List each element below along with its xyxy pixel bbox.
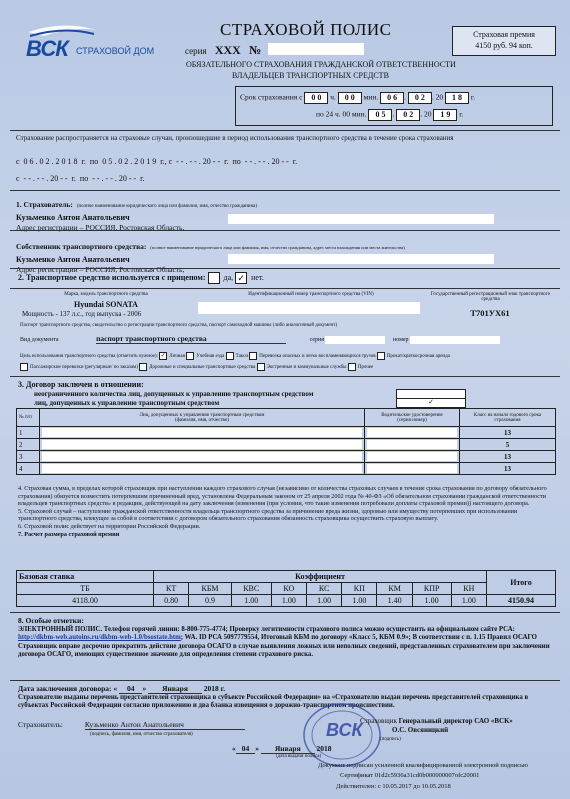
- contract-check-mark: ✓: [428, 399, 434, 406]
- driver-class: 13: [460, 451, 556, 463]
- premium-label: Страховая премия: [473, 30, 535, 39]
- term-end-year-prefix: 20: [423, 109, 432, 119]
- divider: [10, 130, 560, 131]
- insurer-sign-hint: (подпись): [380, 737, 401, 742]
- driver-num: 1: [17, 427, 40, 439]
- doc-series-label: серия: [309, 337, 324, 343]
- drivers-col-no: № п/п: [17, 409, 40, 427]
- premium-box: [452, 26, 556, 56]
- reg-label: Государственный регистрационный знак транспортного средства: [430, 292, 551, 302]
- premium-calc-table: [16, 570, 556, 607]
- doc-number-field: [410, 336, 500, 344]
- doc-type-value: паспорт транспортного средства: [96, 334, 286, 344]
- contract-date-month: Января: [148, 684, 202, 694]
- issue-date-year: 2018: [316, 744, 332, 753]
- term-hour-label: ч.: [330, 92, 336, 102]
- logo-text: ВСК: [26, 36, 68, 61]
- driver-name: [40, 439, 365, 451]
- term-start-day: 0 6: [380, 92, 404, 104]
- doc-series-field: [325, 336, 385, 344]
- usage-text: Страхование распространяется на страховые случаи, произошедшие в период использования транспортного средства в течение срока страхования: [16, 134, 454, 142]
- calc-v-ks: 1.00: [306, 595, 341, 607]
- calc-h-km: КМ: [377, 583, 412, 595]
- driver-num: 2: [17, 439, 40, 451]
- purpose-checkbox-other[interactable]: [348, 363, 356, 371]
- series-label: серия: [185, 46, 207, 56]
- calc-h-kp: КП: [342, 583, 377, 595]
- term-year-prefix: 20: [435, 92, 444, 102]
- owner-address: Адрес регистрации – РОССИЯ, Ростовская Область,: [16, 265, 185, 274]
- term-end-label: по 24 ч. 00 мин.: [316, 109, 367, 119]
- make-label: Марка, модель транспортного средства: [64, 292, 148, 297]
- page-title: СТРАХОВОЙ ПОЛИС: [220, 20, 392, 39]
- issue-date-month: Января: [261, 744, 315, 754]
- divider: [10, 612, 560, 613]
- drivers-col-class: Класс на начало годового срока страхования: [460, 409, 556, 427]
- divider: [10, 268, 560, 269]
- drivers-header-row: [17, 409, 556, 427]
- insurer-address: Адрес регистрации – РОССИЯ, Ростовская Область,: [16, 223, 185, 232]
- trailer-yes-label: да,: [223, 272, 234, 282]
- calc-v-tb: 4118.00: [17, 595, 154, 607]
- insured-sign-row: [18, 720, 245, 730]
- purpose-opt-dangerous: Перевозка опасных и легко воспламеняющихся грузов: [259, 354, 376, 359]
- purpose-checkbox-rental[interactable]: [377, 352, 385, 360]
- calc-base-label: Базовая ставка: [17, 571, 154, 583]
- vehicle-make: Hyundai SONATA: [74, 300, 138, 309]
- notes-text: [18, 626, 552, 660]
- premium-value: 4150 руб. 94 коп.: [475, 41, 533, 50]
- issue-date-hint: (дата выдачи полиса): [276, 754, 322, 759]
- drivers-col-license: [365, 409, 460, 427]
- policy-number-field: [268, 43, 364, 55]
- term-min-label: мин.: [363, 92, 379, 102]
- term-year-suffix: г.: [470, 92, 476, 102]
- divider: [10, 230, 560, 231]
- purpose-opt-training: Учебная езда: [196, 354, 225, 359]
- owner-address-field: [228, 254, 494, 264]
- vin-field: [198, 302, 420, 314]
- owner-label: Собственник транспортного средства:: [16, 242, 147, 251]
- divider: [10, 376, 560, 377]
- calc-total-label: Итого: [487, 571, 556, 595]
- term-clause-4: 4. Страховая сумма, в пределах которой страховщик при наступлении каждого страхового случая (независимо от количества страховых случаев в течение срока страхования по договору обязательного страхования) обязуется возместить потерпевшим причиненный вред, установлена Федеральным законом от 25 апреля 2002 года № 40-ФЗ «Об обязательном страховании гражданской ответственности владельцев транспортных средств» в редакции, действующей на дату заключения (изменения (при условии, что такие изменения потребовали доплаты страховой премии)) настоящего договора.: [18, 485, 547, 508]
- term-start-row: Срок страхования с 0 0 ч. 0 0 мин. 0 6 . 0 2 . 20 1 8 г.: [240, 92, 476, 102]
- notes-text-1: ЭЛЕКТРОННЫЙ ПОЛИС. Телефон горячей линии: 8-800-775-4774; Проверку легитимности страхового полиса можно осуществить на официальном сайте РСА:: [18, 626, 515, 633]
- calc-value-row: [17, 595, 556, 607]
- contract-date-day: 04: [119, 684, 143, 694]
- doc-type-label: Вид документа: [20, 337, 59, 343]
- divider: [10, 190, 560, 191]
- drivers-col-license-text: Водительское удостоверение: [381, 412, 443, 418]
- term-end-row: по 24 ч. 00 мин. 0 5 . 0 2 . 20 1 9 г.: [316, 109, 464, 119]
- insurer-sign-block: [360, 717, 513, 744]
- calc-h-kvs: КВС: [231, 583, 271, 595]
- calc-coef-header-row: [17, 583, 556, 595]
- insurer-address-field: [228, 214, 494, 224]
- calc-v-kvs: 1.00: [231, 595, 271, 607]
- drivers-col-name-text: Лиц, допущенных к управлению транспортным средством: [139, 412, 265, 418]
- contract-date-label: Дата заключения договора: «: [18, 684, 118, 693]
- insurer-label: 1. Страхователь:: [16, 200, 73, 209]
- table-row: [17, 451, 556, 463]
- driver-num: 4: [17, 463, 40, 475]
- purpose-opt-passenger: Пассажирские перевозки (регулярные/ по заказам): [30, 365, 138, 370]
- driver-num: 3: [17, 451, 40, 463]
- trailer-yes-checkbox[interactable]: [208, 272, 220, 284]
- purpose-checkbox-dangerous[interactable]: [249, 352, 257, 360]
- drivers-col-name: [40, 409, 365, 427]
- drivers-col-name-hint: (фамилия, имя, отчество): [175, 417, 229, 423]
- divider: [10, 288, 560, 289]
- doc-row: [20, 334, 500, 344]
- number-label: №: [249, 43, 262, 57]
- term-start-month: 0 2: [408, 92, 432, 104]
- table-row: [17, 439, 556, 451]
- insurer-name: Кузьменко Антон Анатольевич: [16, 213, 130, 222]
- footer-paragraph: Страхователю выданы перечень представителей страховщика в субъекте Российской Федерации» на «Страхователю выдан перечень представителей страховщика в субъектах Российской Федерации согласно приложению и два бланка извещения о дорожно-транспортном происшествии.: [18, 694, 529, 710]
- contract-date-row: Дата заключения договора: « 04 » Января 2018 г.: [18, 684, 226, 693]
- issue-date-day: 04: [236, 744, 256, 754]
- contract-opt2: лиц, допущенных к управлению транспортным средством: [34, 399, 220, 407]
- doc-label: Паспорт транспортного средства, свидетельство о регистрации транспортного средства, паспорт самоходной машины (либо аналогичный документ): [20, 323, 338, 328]
- reg-number: Т701УХ61: [470, 308, 510, 318]
- calc-coef-label: Коэффициент: [154, 571, 487, 583]
- calc-v-kt: 0.80: [154, 595, 189, 607]
- vin-label: Идентификационный номер транспортного средства (VIN): [248, 292, 374, 297]
- calc-v-ko: 1.00: [271, 595, 306, 607]
- driver-class: 5: [460, 439, 556, 451]
- calc-total: 4150.94: [487, 595, 556, 607]
- calc-v-kn: 1.00: [451, 595, 486, 607]
- calc-h-ks: КС: [306, 583, 341, 595]
- driver-class: 13: [460, 427, 556, 439]
- term-end-day: 0 5: [368, 109, 392, 121]
- esign-note: Документ подписан усиленной квалифицированной электронной подписью: [318, 762, 528, 769]
- driver-license: [365, 439, 460, 451]
- purpose-opt-other: Прочее: [357, 365, 374, 370]
- term-clause-5: 5. Страховой случай – наступление гражданской ответственности владельца транспортного средства за причинение вреда жизни, здоровью или имуществу потерпевших при использовании транспортного средства, влекущее за собой в соответствии с договором обязательного страхования обязанность страховщика осуществить страховую выплату.: [18, 507, 518, 523]
- calc-h-kt: КТ: [154, 583, 189, 595]
- trailer-label: 2. Транспортное средство используется с прицепом:: [18, 272, 206, 282]
- trailer-row: [18, 272, 264, 284]
- insurer-sign-person: О.С. Овсяницкий: [392, 726, 449, 734]
- calc-v-kbm: 0.9: [189, 595, 231, 607]
- terms-block: [18, 485, 554, 538]
- term-start-min: 0 0: [338, 92, 362, 104]
- term-start-year: 1 8: [445, 92, 469, 104]
- notes-link[interactable]: http://dkbm-web.autoins.ru/dkbm-web-1.0/bsostate.htm: [18, 634, 181, 642]
- contract-label: 3. Договор заключен в отношении:: [18, 380, 144, 389]
- insurer-block: [16, 194, 556, 232]
- calc-header-row: [17, 571, 556, 583]
- notes-text-2: ; WA. ID РСА 5097779554, Итоговый КБМ по договору «Класс 5, КБМ 0.9»; В соответствии с п. 1.15 Правил ОСАГО Страховщик вправе досрочно прекратить действие договора ОСАГО в случае выявления ложных или неполных сведений, представленных страхователем при заключении договора ОСАГО, имеющих существенное значение для определения степени страхового риска.: [18, 634, 550, 659]
- contract-opt1: неограниченного количества лиц, допущенных к управлению транспортным средством: [34, 390, 314, 398]
- calc-v-km: 1.40: [377, 595, 412, 607]
- purpose-checkbox-personal[interactable]: ✓: [160, 352, 166, 359]
- contract-date-year: 2018 г.: [203, 684, 226, 693]
- insured-label: Страхователь:: [18, 720, 63, 729]
- calc-v-kpr: 1.00: [412, 595, 451, 607]
- insurer-sign-title: Генеральный директор САО «ВСК»: [398, 717, 513, 725]
- driver-license: [365, 427, 460, 439]
- term-clause-7: 7. Расчет размера страховой премии: [18, 530, 120, 538]
- calc-h-ko: КО: [271, 583, 306, 595]
- purpose-checkbox-passenger[interactable]: [20, 363, 28, 371]
- term-clause-6: 6. Страховой полис действует на территории Российской Федерации.: [18, 522, 201, 530]
- table-row: [17, 427, 556, 439]
- calc-h-kpr: КПР: [412, 583, 451, 595]
- subtitle-line1: ОБЯЗАТЕЛЬНОГО СТРАХОВАНИЯ ГРАЖДАНСКОЙ ОТВЕТСТВЕННОСТИ: [186, 60, 456, 69]
- drivers-col-license-hint: (серия номер): [397, 417, 427, 423]
- purpose-checkbox-taxi[interactable]: [226, 352, 234, 360]
- insured-name: Кузьменко Антон Анатольевич: [85, 720, 245, 730]
- drivers-table: [16, 408, 556, 475]
- driver-license: [365, 463, 460, 475]
- calc-h-kn: КН: [451, 583, 486, 595]
- contract-checkbox-limited[interactable]: [396, 398, 466, 408]
- issue-date-row: « 04 » Января 2018: [232, 744, 332, 753]
- divider: [10, 680, 560, 681]
- purpose-label: Цель использования транспортного средства (отметить нужное):: [20, 354, 158, 359]
- purpose-checkbox-special[interactable]: [139, 363, 147, 371]
- notes-label: 8. Особые отметки:: [18, 616, 84, 625]
- doc-number-label: номер: [392, 337, 409, 343]
- esign-cert: Сертификат 01d2c5936a31cd0b000000007ofc20001: [340, 772, 480, 779]
- usage-period-1: с 0 6 . 0 2 . 2 0 1 8 г. по 0 5 . 0 2 . 2 0 1 9 г., с - - . - - . 20 - - г. по - - . - - . 20 - - г.: [16, 157, 298, 166]
- series-row: [185, 43, 261, 58]
- logo-subtext: СТРАХОВОЙ ДОМ: [76, 46, 155, 56]
- calc-h-tb: ТБ: [17, 583, 154, 595]
- owner-hint: (полное наименование юридического лица или фамилия, имя, отчество гражданина, адрес места нахождения или места жительства): [150, 245, 405, 250]
- trailer-no-label: нет.: [251, 272, 264, 282]
- series-value: XXX: [214, 43, 241, 57]
- driver-name: [40, 463, 365, 475]
- calc-h-kbm: КБМ: [189, 583, 231, 595]
- vsk-logo: [24, 22, 174, 64]
- table-row: [17, 463, 556, 475]
- term-start-hour: 0 0: [304, 92, 328, 104]
- term-end-month: 0 2: [396, 109, 420, 121]
- driver-name: [40, 451, 365, 463]
- driver-license: [365, 451, 460, 463]
- usage-period-2: с - - . - - . 20 - - г. по - - . - - . 20 - - г.: [16, 174, 145, 183]
- vehicle-power: Мощность - 137 л.с., год выпуска - 2006: [22, 310, 142, 318]
- subtitle-line2: ВЛАДЕЛЬЦЕВ ТРАНСПОРТНЫХ СРЕДСТВ: [232, 71, 389, 80]
- term-end-year: 1 9: [433, 109, 457, 121]
- purpose-opt-special: Дорожные и специальные транспортные средства: [149, 365, 256, 370]
- purpose-checkbox-training[interactable]: [186, 352, 194, 360]
- driver-name: [40, 427, 365, 439]
- purpose-opt-taxi: Такси: [235, 354, 249, 359]
- driver-class: 13: [460, 463, 556, 475]
- stamp-text: ВСК: [326, 720, 363, 740]
- purpose-opt-personal: Личная: [169, 354, 185, 359]
- esign-validity: Действителен: с 10.05.2017 до 10.05.2018: [336, 783, 451, 790]
- purpose-opt-rental: Прокат/краткосрочная аренда: [386, 354, 450, 359]
- term-end-year-suffix: г.: [459, 109, 464, 119]
- insurer-hint: (полное наименование юридического лица или фамилия, имя, отчество гражданина): [76, 204, 258, 209]
- insurer-sign-label: Страховщик: [360, 717, 397, 725]
- purpose-opt-emergency: Экстренные и коммунальные службы: [266, 365, 347, 370]
- purpose-checkbox-emergency[interactable]: [257, 363, 265, 371]
- purpose-block: [20, 351, 560, 373]
- owner-name: Кузьменко Антон Анатольевич: [16, 255, 130, 264]
- trailer-no-checkbox[interactable]: ✓: [235, 272, 247, 284]
- calc-v-kp: 1.00: [342, 595, 377, 607]
- term-label: Срок страхования с: [240, 92, 303, 102]
- insured-hint: (подпись, фамилия, имя, отчество страхователя): [90, 732, 193, 737]
